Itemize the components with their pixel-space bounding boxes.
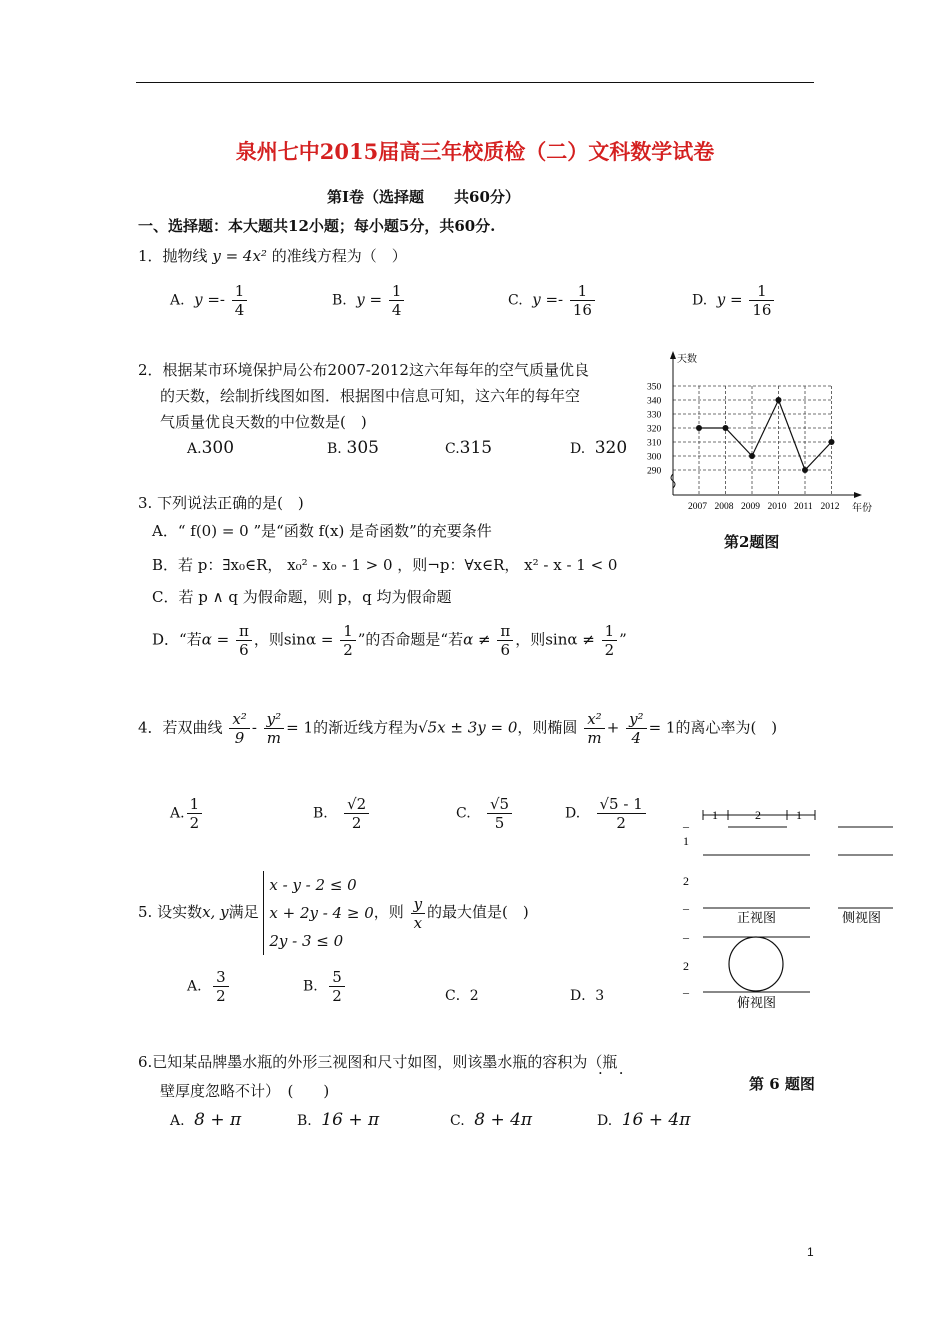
y-tick-290: 290	[647, 466, 662, 477]
front-dim-2: 2	[683, 874, 689, 888]
air-quality-line-chart	[640, 345, 880, 520]
dim-label-1: 1	[712, 808, 718, 822]
question-5-option-b: B. $\frac{5}{2}$	[303, 968, 347, 1005]
three-view-diagram	[675, 800, 900, 1020]
svg-text:–: –	[683, 985, 689, 999]
svg-text:–: –	[683, 930, 689, 944]
chart-grid	[673, 386, 832, 495]
y-axis-label: 天数	[677, 354, 697, 365]
question-4-option-a: A. $\frac{1}{2}$	[170, 795, 204, 832]
front-dim-1: 1	[683, 834, 689, 848]
figure-2-caption: 第2题图	[724, 533, 780, 551]
question-5-stem: 5. 设实数x, y满足 x - y - 2 ≤ 0 x + 2y - 4 ≥ 0 2y - 3 ≤ 0 ，则 $\frac{y}{x}$ 的最大值是( )	[138, 871, 529, 955]
question-4-option-b: B. $\frac{√2}{2}$	[313, 795, 371, 832]
question-2-option-d: D. 320	[570, 438, 628, 458]
y-tick-340: 340	[647, 396, 662, 407]
question-5-option-c: C．2	[445, 988, 479, 1004]
question-6-option-c: C. 8 + 4π	[450, 1110, 533, 1130]
x-tick-2008: 2008	[714, 502, 734, 512]
y-tick-310: 310	[647, 438, 662, 449]
question-1-option-b: B. y = $\frac{1}{4}$	[332, 282, 406, 319]
section-heading: 一、选择题：本大题共12小题；每小题5分，共60分.	[138, 217, 496, 235]
y-tick-320: 320	[647, 424, 662, 435]
x-tick-2012: 2012	[820, 502, 840, 512]
question-4-option-c: C. $\frac{√5}{5}$	[456, 795, 514, 832]
top-dim-2: 2	[683, 959, 689, 973]
header-rule	[136, 82, 814, 83]
question-3-option-a: A．“ f(0) = 0 ”是“函数 f(x) 是奇函数”的充要条件	[152, 522, 492, 540]
question-6-option-a: A. 8 + π	[170, 1110, 242, 1130]
y-tick-300: 300	[647, 452, 662, 463]
data-point-2012	[829, 439, 835, 445]
question-1-option-d: D. y = $\frac{1}{16}$	[692, 282, 776, 319]
question-1-option-a: A. y =- $\frac{1}{4}$	[170, 282, 249, 319]
x-axis-arrow	[854, 492, 862, 498]
question-6-option-b: B. 16 + π	[297, 1110, 380, 1130]
svg-text:–: –	[683, 819, 689, 833]
question-4-stem: 4．若双曲线 $\frac{\text{x²}}{9}$ - $\frac{\text{y²}}{m}$ = 1的渐近线方程为√5x ± 3y = 0，则椭圆 $\frac{\text{x²}}{m}$ + $\frac{\text{y²}}{4}$ = 1的离心率为( )	[138, 710, 778, 747]
question-2-line-2: 的天数，绘制折线图如图．根据图中信息可知，这六年的每年空	[160, 387, 581, 405]
question-2-line-1: 2．根据某市环境保护局公布2007-2012这六年每年的空气质量优良	[138, 361, 589, 379]
question-2-option-b: B. 305	[327, 438, 379, 458]
top-view-circle	[729, 937, 783, 991]
question-4-option-d: D. $\frac{√5 - 1}{2}$	[565, 795, 648, 832]
dim-label-2: 2	[755, 808, 761, 822]
figure-6-caption: 第 6 题图	[749, 1075, 815, 1093]
dim-label-1b: 1	[796, 808, 802, 822]
svg-text:–: –	[683, 901, 689, 915]
front-view-label: 正视图	[737, 910, 777, 925]
x-tick-2009: 2009	[741, 502, 760, 512]
question-3-stem: 3. 下列说法正确的是( )	[138, 494, 304, 512]
question-2-line-3: 气质量优良天数的中位数是( )	[160, 413, 367, 431]
question-3-option-b: B．若 p：∃x₀∈R， x₀² - x₀ - 1 > 0 ，则¬p：∀x∈R， x² - x - 1 < 0	[152, 556, 618, 574]
data-point-2008	[723, 425, 729, 431]
part-heading: 第Ⅰ卷（选择题 共60分）	[327, 188, 520, 206]
exam-title: 泉州七中2015届高三年校质检（二）文科数学试卷	[235, 139, 715, 164]
data-point-2010	[776, 397, 782, 403]
question-3-option-c: C．若 p ∧ q 为假命题，则 p，q 均为假命题	[152, 588, 452, 606]
question-6-line-1: 6.已知某品牌墨水瓶的外形三视图和尺寸如图，则该墨水瓶的容积为（瓶	[138, 1053, 618, 1071]
x-tick-2010: 2010	[767, 502, 787, 512]
question-3-option-d: D．“若α = $\frac{\pi}{6}$ ，则sinα = $\frac{1}{2}$ ”的否命题是“若α ≠ $\frac{\pi}{6}$ ，则sinα ≠ $\frac{1}{2}$ ”	[152, 622, 627, 659]
x-tick-2011: 2011	[794, 502, 813, 512]
series-line	[699, 400, 832, 470]
x-tick-2007: 2007	[688, 502, 707, 512]
question-6-line-2: 壁厚度忽略不计） ( )	[160, 1082, 330, 1100]
question-1-option-c: C. y =- $\frac{1}{16}$	[508, 282, 597, 319]
question-1-stem: 1．抛物线 y = 4x² 的准线方程为（ ）	[138, 247, 407, 265]
side-view-label: 侧视图	[842, 910, 882, 925]
y-axis-arrow	[670, 351, 676, 359]
data-point-2007	[696, 425, 702, 431]
emphasis-dots: ··	[598, 1064, 640, 1082]
question-2-option-c: C.315	[445, 438, 493, 458]
question-5-option-d: D．3	[570, 988, 605, 1004]
top-view-label: 俯视图	[737, 995, 777, 1010]
data-point-2011	[802, 467, 808, 473]
constraint-system: x - y - 2 ≤ 0 x + 2y - 4 ≥ 0 2y - 3 ≤ 0	[263, 871, 373, 955]
x-axis-label: 年份	[852, 503, 872, 514]
y-tick-350: 350	[647, 382, 662, 393]
question-5-option-a: A. $\frac{3}{2}$	[187, 968, 231, 1005]
question-2-option-a: A.300	[187, 438, 235, 458]
page-number: 1	[807, 1245, 814, 1259]
question-6-option-d: D. 16 + 4π	[597, 1110, 691, 1130]
data-point-2009	[749, 453, 755, 459]
y-tick-330: 330	[647, 410, 662, 421]
